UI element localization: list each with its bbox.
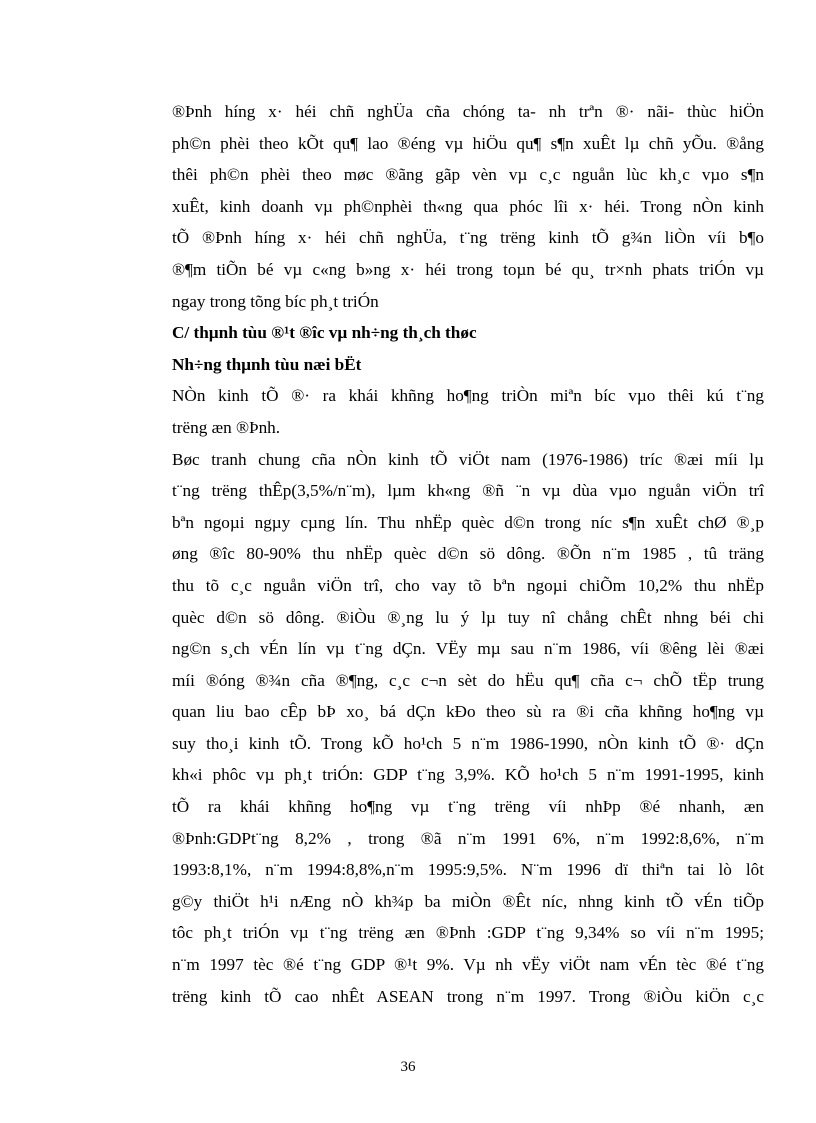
text-line: trëng kinh tÕ cao nhÊt ASEAN trong n¨m 1997. Trong ®iÒu kiÖn c¸c bbox=[172, 986, 764, 1006]
text-line: ®Þnh híng x· héi chñ nghÜa cña chóng ta- nh trªn ®· nãi- thùc hiÖn bbox=[172, 102, 764, 121]
text-line: suy tho¸i kinh tÕ. Trong kÕ ho¹ch 5 n¨m 1986-1990, nÒn kinh tÕ ®· dÇn bbox=[172, 733, 764, 753]
text-line: n¨m 1997 tèc ®é t¨ng GDP ®¹t 9%. Vµ nh vËy viÖt nam vÉn tèc ®é t¨ng bbox=[172, 955, 764, 975]
text-line: míi ®óng ®¾n cña ®¶ng, c¸c c¬n sèt do hËu qu¶ cña c¬ chÕ tËp trung bbox=[172, 670, 764, 690]
page-number: 36 bbox=[400, 1059, 416, 1075]
text-line: øng ®îc 80-90% thu nhËp quèc d©n sö dông. ®Õn n¨m 1985 , tû träng bbox=[172, 544, 764, 564]
text-line: quèc d©n sö dông. ®iÒu ®¸ng lu ý lµ tuy nî chång chÊt nhng béi chi bbox=[172, 607, 764, 627]
text-line: ngay trong tõng bíc ph¸t triÓn bbox=[172, 291, 379, 311]
text-line: ®¶m tiÕn bé vµ c«ng b»ng x· héi trong toµn bé qu¸ tr×nh phats triÓn vµ bbox=[172, 259, 764, 279]
text-line: thu tõ c¸c nguån viÖn trî, cho vay tõ bªn ngoµi chiÕm 10,2% thu nhËp bbox=[172, 575, 764, 595]
text-line: thêi ph©n phèi theo møc ®ãng gãp vèn vµ c¸c nguån lùc kh¸c vµo s¶n bbox=[172, 165, 764, 185]
text-line: quan liu bao cÊp bÞ xo¸ bá dÇn kÐo theo sù ra ®i cña khñng ho¶ng vµ bbox=[172, 702, 764, 722]
text-line: Bøc tranh chung cña nÒn kinh tÕ viÖt nam (1976-1986) tríc ®æi míi lµ bbox=[172, 449, 764, 469]
text-line: tôc ph¸t triÓn vµ t¨ng trëng æn ®Þnh :GDP t¨ng 9,34% so víi n¨m 1995; bbox=[172, 923, 764, 943]
text-line: ph©n phèi theo kÕt qu¶ lao ®éng vµ hiÖu qu¶ s¶n xuÊt lµ chñ yÕu. ®ång bbox=[172, 133, 764, 153]
text-line: NÒn kinh tÕ ®· ra khái khñng ho¶ng triÒn miªn bíc vµo thêi kú t¨ng bbox=[172, 386, 764, 406]
text-line: kh«i phôc vµ ph¸t triÓn: GDP t¨ng 3,9%. KÕ ho¹ch 5 n¨m 1991-1995, kinh bbox=[172, 765, 764, 785]
subsection-heading: Nh÷ng thµnh tùu næi bËt bbox=[172, 354, 362, 374]
text-line: ng©n s¸ch vÉn lín vµ t¨ng dÇn. VËy mµ sau n¨m 1986, víi ®êng lèi ®æi bbox=[172, 639, 764, 659]
text-line: trëng æn ®Þnh. bbox=[172, 417, 281, 437]
section-heading: C/ thµnh tùu ®¹t ®îc vµ nh÷ng th¸ch thøc bbox=[172, 323, 477, 343]
text-line: tÕ ra khái khñng ho¶ng vµ t¨ng trëng víi nhÞp ®é nhanh, æn bbox=[172, 797, 764, 817]
text-line: g©y thiÖt h¹i nÆng nÒ kh¾p ba miÒn ®Êt níc, nhng kinh tÕ vÉn tiÕp bbox=[172, 891, 764, 911]
text-line: xuÊt, kinh doanh vµ ph©nphèi th«ng qua phóc lîi x· héi. Trong nÒn kinh bbox=[172, 196, 764, 216]
text-line: 1993:8,1%, n¨m 1994:8,8%,n¨m 1995:9,5%. N¨m 1996 dï thiªn tai lò lôt bbox=[172, 860, 764, 880]
body-text bbox=[172, 96, 764, 1012]
text-line: t¨ng trëng thÊp(3,5%/n¨m), lµm kh«ng ®ñ ¨n vµ dùa vµo nguån viÖn trî bbox=[172, 481, 764, 501]
text-line: tÕ ®Þnh híng x· héi chñ nghÜa, t¨ng trëng kinh tÕ g¾n liÒn víi b¶o bbox=[172, 228, 764, 248]
text-line: ®Þnh:GDPt¨ng 8,2% , trong ®ã n¨m 1991 6%, n¨m 1992:8,6%, n¨m bbox=[172, 828, 764, 848]
text-line: bªn ngoµi ngµy cµng lín. Thu nhËp quèc d©n trong níc s¶n xuÊt chØ ®¸p bbox=[172, 512, 764, 532]
